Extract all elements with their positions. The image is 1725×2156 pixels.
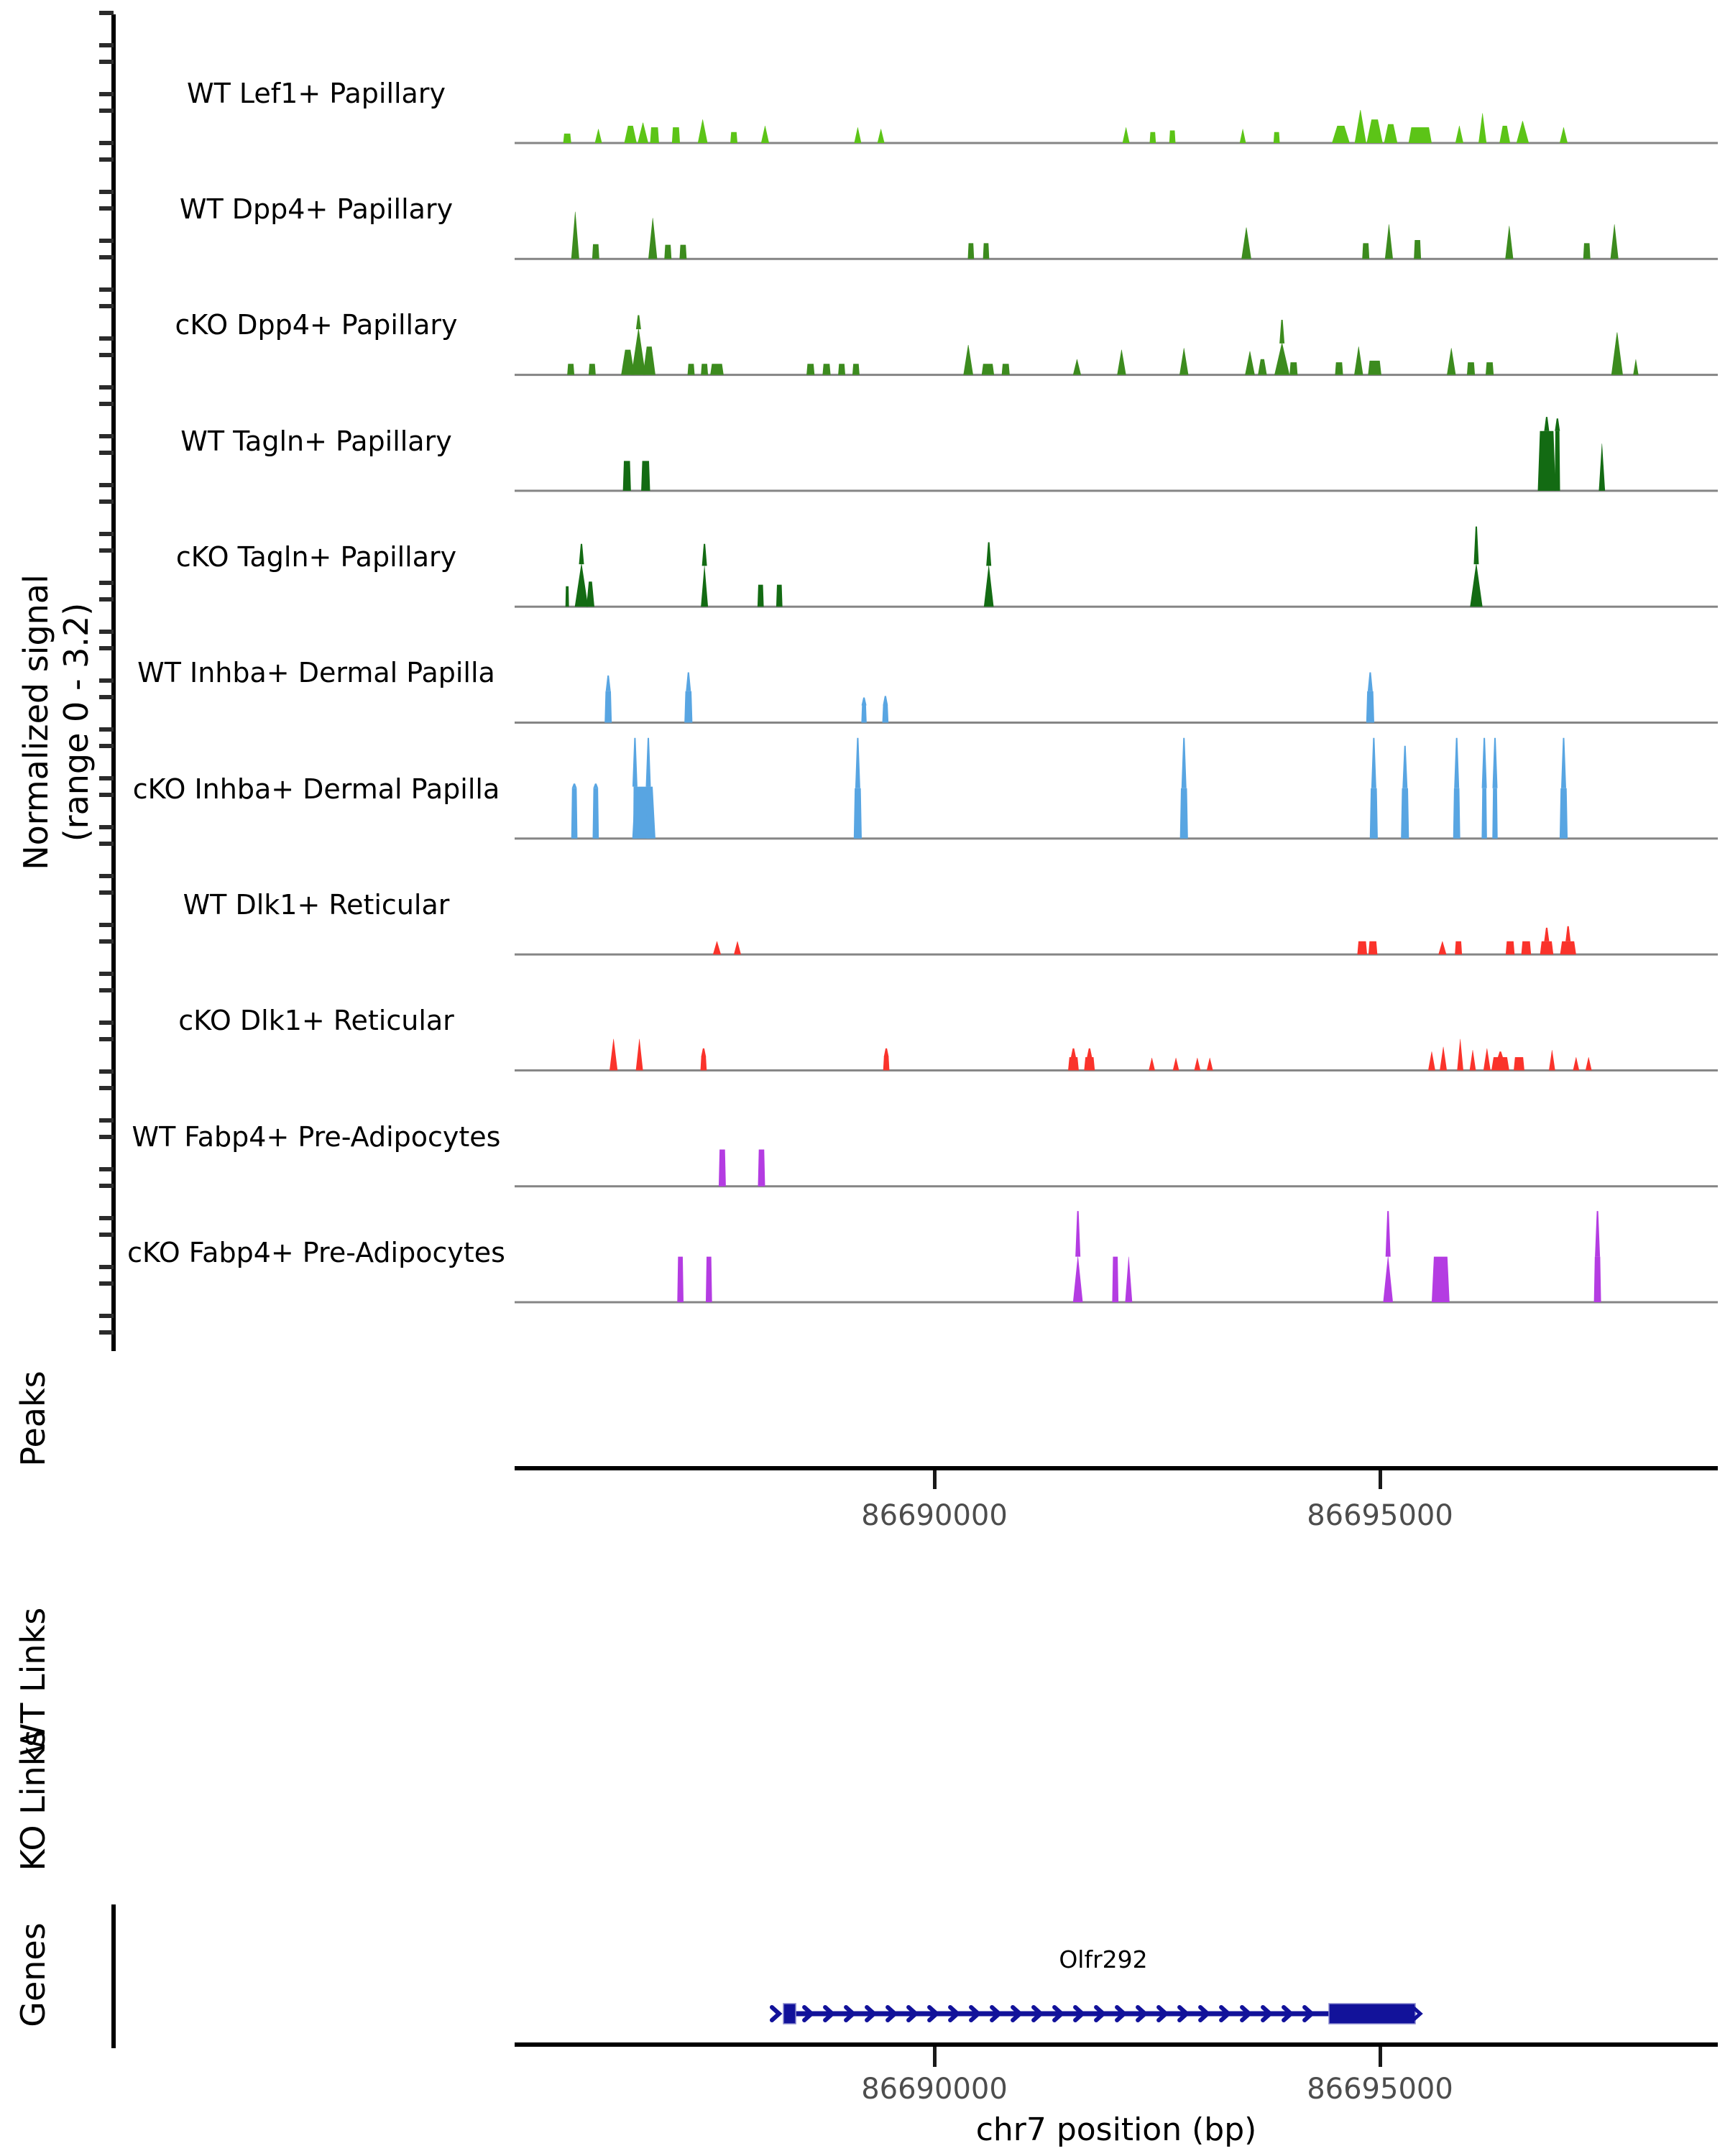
signal-peak <box>984 566 994 607</box>
signal-peak <box>982 364 994 374</box>
section-label-ko-links: KO Links <box>14 1729 52 1871</box>
signal-peak <box>1549 1050 1555 1070</box>
signal-peak-spike <box>1482 738 1487 788</box>
signal-peak-spike <box>593 783 598 788</box>
signal-peak <box>564 134 571 143</box>
signal-peak <box>706 1257 712 1302</box>
signal-axis-tick <box>99 434 114 438</box>
signal-axis-tick <box>99 581 114 585</box>
signal-peak <box>672 127 680 143</box>
signal-peak <box>593 788 599 839</box>
signal-peak-spike <box>1565 926 1570 941</box>
signal-peak <box>586 581 594 607</box>
signal-peak-spike <box>1386 1211 1391 1256</box>
signal-peak <box>625 126 637 143</box>
signal-track <box>515 1211 1718 1303</box>
signal-peak <box>1583 243 1591 259</box>
signal-peak <box>1195 1058 1201 1071</box>
signal-axis-tick <box>99 548 114 553</box>
signal-peak <box>1481 788 1486 839</box>
signal-track <box>515 417 1718 492</box>
signal-peak-spike <box>702 544 707 566</box>
signal-peak <box>1586 1057 1592 1070</box>
track-baseline <box>515 1185 1718 1187</box>
signal-peak <box>806 364 814 374</box>
peaks-axis <box>515 1466 1718 1532</box>
signal-peak <box>1274 132 1280 143</box>
signal-peak <box>638 123 648 143</box>
signal-peak <box>566 586 569 607</box>
signal-peak <box>648 218 657 259</box>
track-baseline <box>515 489 1718 492</box>
signal-peak <box>623 461 631 491</box>
genome-axis <box>515 2042 1718 2148</box>
signal-peak <box>1514 1057 1524 1070</box>
signal-peak-spike <box>1498 1051 1503 1057</box>
signal-axis-tick <box>99 353 114 357</box>
signal-peak <box>1470 1050 1476 1070</box>
signal-peak <box>1560 788 1568 839</box>
signal-axis-tick <box>99 825 114 829</box>
signal-axis-tick <box>99 793 114 797</box>
signal-peak <box>1385 224 1393 259</box>
signal-axis-tick <box>99 1135 114 1139</box>
signal-axis-tick <box>99 1281 114 1286</box>
signal-peak-spike <box>1493 738 1498 788</box>
signal-peak-spike <box>855 738 860 788</box>
gene-utr-exon <box>783 2004 796 2024</box>
signal-track <box>515 673 1718 724</box>
peaks-axis-line <box>515 1466 1718 1470</box>
signal-peak <box>713 941 721 954</box>
strand-arrow-icon <box>772 2007 779 2020</box>
signal-peak <box>1370 788 1378 839</box>
signal-peak <box>1125 1257 1132 1302</box>
signal-peak <box>1560 941 1576 954</box>
signal-peak-spike <box>1555 418 1560 431</box>
signal-axis-tick <box>99 499 114 504</box>
signal-axis-tick <box>99 630 114 634</box>
signal-peak <box>734 941 741 954</box>
signal-axis-tick <box>99 1216 114 1220</box>
signal-peak <box>1453 788 1460 839</box>
signal-peak-spike <box>1371 738 1376 788</box>
signal-peak <box>575 564 589 607</box>
signal-peak-spike <box>1071 1049 1076 1057</box>
signal-peak <box>1414 240 1421 259</box>
signal-peak <box>1240 129 1246 143</box>
signal-peak <box>1245 351 1255 375</box>
signal-peak <box>1173 1058 1179 1071</box>
track-baseline <box>515 606 1718 608</box>
signal-peak <box>852 364 860 374</box>
signal-peak <box>1354 346 1363 374</box>
signal-peak <box>1478 113 1486 143</box>
signal-axis-tick <box>99 1086 114 1090</box>
signal-axis-tick <box>99 923 114 927</box>
signal-axis-tick <box>99 287 114 292</box>
signal-peak <box>1073 1257 1083 1302</box>
signal-peak <box>1517 121 1529 143</box>
signal-peak <box>861 705 866 722</box>
signal-peak <box>983 243 990 259</box>
signal-axis-tick <box>99 304 114 308</box>
signal-track <box>515 315 1718 376</box>
track-baseline <box>515 142 1718 144</box>
signal-peak <box>571 212 579 259</box>
signal-peak <box>1180 788 1188 839</box>
signal-peak-spike <box>606 676 611 691</box>
signal-peak <box>968 243 975 259</box>
signal-axis-tick <box>99 597 114 602</box>
peaks-axis-tick <box>1379 1470 1382 1489</box>
signal-peak <box>776 585 783 607</box>
signal-peak <box>1491 1057 1509 1070</box>
peaks-axis-tick <box>933 1470 937 1489</box>
signal-tracks <box>515 110 1718 1303</box>
signal-peak <box>1555 431 1560 491</box>
signal-peak <box>1633 359 1638 375</box>
signal-peak <box>1611 333 1623 375</box>
signal-peak-spike <box>884 1049 889 1057</box>
signal-peak <box>636 1039 643 1071</box>
signal-peak <box>761 126 769 143</box>
genome-axis-tick <box>1379 2047 1382 2067</box>
signal-peak-spike <box>701 1049 706 1057</box>
peaks-axis-tick-label: 86690000 <box>861 1499 1008 1532</box>
signal-axis-tick <box>99 1184 114 1188</box>
signal-peak <box>595 129 602 143</box>
track-label: WT Tagln+ Papillary <box>180 425 452 457</box>
signal-peak <box>1505 226 1513 259</box>
track-label: WT Fabp4+ Pre-Adipocytes <box>132 1121 501 1153</box>
signal-axis-tick <box>99 402 114 406</box>
signal-peak <box>854 788 862 839</box>
signal-peak <box>1522 941 1532 954</box>
signal-peak <box>1486 362 1494 374</box>
genome-axis-line <box>515 2042 1718 2047</box>
signal-track <box>515 1039 1718 1072</box>
signal-peak <box>631 329 645 374</box>
signal-axis-tick <box>99 336 114 341</box>
signal-peak-spike <box>1075 1211 1080 1256</box>
signal-axis-tick <box>99 385 114 390</box>
signal-peak-spike <box>1454 738 1459 788</box>
peaks-axis-tick-label: 86695000 <box>1307 1499 1453 1532</box>
signal-peak <box>1538 431 1556 491</box>
signal-peak <box>567 364 574 374</box>
signal-peak <box>1384 124 1398 143</box>
signal-peak <box>1207 1058 1213 1071</box>
signal-peak <box>758 585 764 607</box>
signal-peak <box>1467 362 1475 374</box>
signal-peak <box>701 364 708 374</box>
signal-peak-spike <box>986 543 991 566</box>
signal-peak <box>664 245 671 259</box>
signal-peak-spike <box>1279 320 1284 344</box>
track-label: WT Lef1+ Papillary <box>187 78 446 109</box>
signal-peak <box>1428 1051 1435 1070</box>
gene-name-label: Olfr292 <box>1059 1945 1148 1973</box>
signal-axis-tick <box>99 776 114 780</box>
track-baseline <box>515 954 1718 956</box>
signal-peak <box>679 245 686 259</box>
signal-peak-spike <box>862 698 867 706</box>
signal-axis-tick <box>99 1167 114 1171</box>
signal-peak-spike <box>1368 673 1373 691</box>
signal-peak <box>1150 132 1156 143</box>
signal-peak <box>677 1257 684 1302</box>
signal-peak <box>1470 564 1482 607</box>
signal-peak <box>1084 1057 1095 1070</box>
signal-peak <box>1457 1039 1463 1071</box>
track-label: cKO Dlk1+ Reticular <box>178 1005 454 1036</box>
signal-peak <box>838 364 845 374</box>
signal-peak <box>647 787 650 839</box>
signal-peak-spike <box>686 673 691 691</box>
section-label-wt-links: WT Links <box>14 1607 52 1756</box>
signal-peak <box>1366 691 1374 723</box>
track-label: cKO Fabp4+ Pre-Adipocytes <box>127 1237 505 1268</box>
signal-track <box>515 1150 1718 1188</box>
signal-axis-tick <box>99 695 114 699</box>
genome-axis-tick-label: 86695000 <box>1307 2073 1453 2106</box>
signal-peak-spike <box>1561 738 1566 788</box>
track-baseline <box>515 837 1718 839</box>
signal-peak <box>1366 119 1382 143</box>
signal-axis-tick <box>99 646 114 650</box>
track-labels <box>127 78 505 1268</box>
track-label: WT Dlk1+ Reticular <box>183 889 450 921</box>
signal-peak <box>878 129 885 143</box>
signal-axis-tick <box>99 1314 114 1318</box>
signal-peak-spike <box>1182 738 1187 788</box>
signal-peak <box>688 364 695 374</box>
signal-peak-spike <box>1087 1049 1092 1057</box>
signal-peak <box>1169 131 1176 144</box>
signal-peak <box>1289 362 1297 374</box>
signal-axis-tick <box>99 1118 114 1123</box>
track-label: cKO Tagln+ Papillary <box>175 541 457 573</box>
signal-peak <box>1357 941 1367 954</box>
signal-axis-tick <box>99 1021 114 1025</box>
signal-peak <box>701 566 708 607</box>
track-baseline <box>515 1069 1718 1072</box>
track-label: WT Dpp4+ Papillary <box>179 193 454 225</box>
signal-axis-tick <box>99 727 114 732</box>
signal-axis-tick <box>99 190 114 194</box>
signal-peak <box>701 1057 707 1070</box>
signal-peak <box>758 1150 765 1187</box>
signal-peak-spike <box>636 315 641 329</box>
signal-peak <box>1149 1058 1155 1071</box>
signal-peak-spike <box>1544 417 1549 431</box>
signal-axis-tick <box>99 744 114 748</box>
signal-peak <box>1540 941 1554 954</box>
signal-peak-spike <box>1544 928 1549 941</box>
signal-axis-tick <box>99 60 114 64</box>
signal-peak-spike <box>579 544 584 564</box>
signal-axis-tick <box>99 157 114 162</box>
signal-peak <box>1409 127 1432 143</box>
signal-peak <box>1112 1257 1118 1302</box>
signal-peak <box>963 345 973 375</box>
track-label: WT Inhba+ Dermal Papilla <box>137 657 495 688</box>
signal-peak <box>589 364 596 374</box>
signal-peak <box>1073 359 1081 375</box>
signal-peak <box>1432 1257 1450 1302</box>
signal-peak <box>1447 348 1455 374</box>
signal-axis-tick <box>99 141 114 145</box>
signal-peak <box>1455 941 1462 954</box>
y-axis-label-line1: Normalized signal <box>17 574 55 870</box>
signal-axis-tick <box>99 109 114 113</box>
signal-peak <box>1560 127 1568 143</box>
signal-axis-tick <box>99 92 114 96</box>
signal-peak <box>1506 941 1514 954</box>
signal-peak <box>1179 348 1188 374</box>
signal-peak-spike <box>1473 527 1478 565</box>
signal-axis-tick <box>99 255 114 259</box>
signal-peak <box>719 1150 726 1187</box>
signal-axis-tick <box>99 1069 114 1074</box>
signal-peak <box>1492 788 1497 839</box>
track-baseline <box>515 258 1718 260</box>
signal-track <box>515 527 1718 608</box>
signal-axis-tick <box>99 11 114 15</box>
signal-track <box>515 110 1718 144</box>
signal-peak <box>592 244 599 259</box>
signal-peak <box>650 127 658 143</box>
signal-axis-tick <box>99 874 114 878</box>
signal-peak <box>1455 126 1463 143</box>
signal-peak <box>1117 350 1126 375</box>
signal-peak <box>1362 243 1369 259</box>
x-axis-title: chr7 position (bp) <box>975 2111 1257 2148</box>
signal-peak <box>1258 359 1266 375</box>
signal-axis-tick <box>99 1037 114 1041</box>
signal-axis-tick <box>99 678 114 683</box>
genome-axis-tick <box>933 2047 937 2067</box>
signal-axis-tick <box>99 1330 114 1335</box>
signal-peak-spike <box>646 738 651 787</box>
y-axis-label-line2: (range 0 - 3.2) <box>57 602 96 842</box>
signal-axis-tick <box>99 972 114 976</box>
signal-axis-tick <box>99 1265 114 1269</box>
signal-peak-spike <box>883 696 888 705</box>
gene-model <box>772 2004 1420 2024</box>
signal-peak <box>698 119 708 143</box>
signal-axis-tick <box>99 43 114 47</box>
signal-track <box>515 212 1718 260</box>
signal-peak <box>854 127 861 143</box>
signal-peak <box>684 691 692 723</box>
signal-peak <box>1241 228 1251 259</box>
signal-peak-spike <box>1595 1211 1600 1256</box>
track-label: cKO Dpp4+ Papillary <box>175 309 458 341</box>
signal-peak <box>1332 126 1350 143</box>
signal-peak <box>610 1039 617 1071</box>
signal-track <box>515 926 1718 956</box>
signal-peak <box>883 1057 890 1070</box>
signal-peak <box>1274 344 1289 375</box>
signal-axis-tick <box>99 451 114 455</box>
genes-axis-spine <box>111 1904 116 2048</box>
signal-peak-spike <box>572 783 577 788</box>
section-label-genes: Genes <box>14 1922 52 2027</box>
signal-peak <box>1002 364 1010 374</box>
signal-peak <box>643 346 656 374</box>
track-label: cKO Inhba+ Dermal Papilla <box>132 773 500 805</box>
signal-axis-tick <box>99 1233 114 1237</box>
signal-peak <box>1335 362 1343 374</box>
signal-axis-tick <box>99 988 114 992</box>
track-baseline <box>515 722 1718 724</box>
signal-peak <box>641 461 650 491</box>
signal-peak-spike <box>632 738 638 787</box>
genome-axis-tick-label: 86690000 <box>861 2073 1008 2106</box>
signal-peak <box>822 364 830 374</box>
signal-peak <box>633 787 637 839</box>
signal-peak <box>1594 1257 1601 1302</box>
signal-peak <box>883 705 889 722</box>
signal-peak <box>571 788 578 839</box>
signal-peak-spike <box>1402 746 1407 788</box>
signal-peak <box>604 691 612 723</box>
signal-peak <box>1355 110 1366 143</box>
signal-peak <box>1368 941 1377 954</box>
signal-peak <box>1484 1049 1491 1071</box>
signal-axis-tick <box>99 206 114 211</box>
signal-peak <box>1573 1057 1580 1070</box>
signal-peak <box>1123 127 1130 143</box>
signal-peak <box>1383 1257 1393 1302</box>
track-baseline <box>515 374 1718 376</box>
signal-track <box>515 738 1718 840</box>
gene-exon <box>1329 2004 1415 2024</box>
signal-peak <box>1440 1047 1447 1071</box>
signal-axis-tick <box>99 532 114 536</box>
signal-axis-tick <box>99 842 114 846</box>
section-label-peaks: Peaks <box>14 1370 52 1467</box>
signal-axis-tick <box>99 939 114 944</box>
signal-peak <box>1499 126 1510 143</box>
signal-peak <box>1438 941 1446 954</box>
signal-peak <box>1598 443 1605 491</box>
signal-peak <box>1368 361 1381 375</box>
signal-peak <box>1611 224 1619 259</box>
signal-axis-tick <box>99 239 114 243</box>
signal-peak <box>730 132 737 143</box>
signal-axis-tick <box>99 483 114 487</box>
signal-peak <box>710 364 724 374</box>
signal-axis-tick <box>99 890 114 895</box>
signal-peak <box>1401 788 1409 839</box>
signal-peak <box>1068 1057 1079 1070</box>
